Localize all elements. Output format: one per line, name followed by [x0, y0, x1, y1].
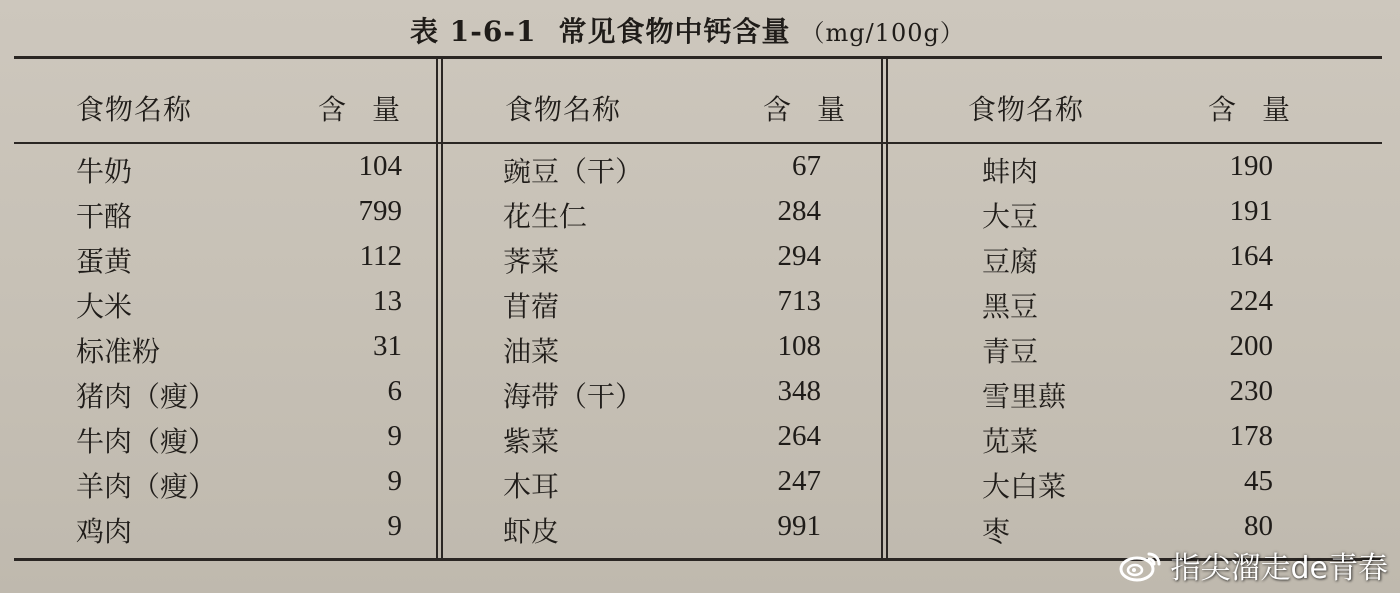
header-food-name: 食物名称 [76, 93, 193, 126]
calcium-value: 247 [777, 465, 821, 497]
calcium-value: 713 [777, 285, 821, 317]
table-row [888, 150, 1382, 195]
calcium-value: 164 [1229, 240, 1273, 272]
calcium-value: 799 [358, 195, 402, 227]
food-name: 鸡肉 [76, 515, 133, 548]
calcium-value: 112 [359, 240, 402, 272]
table-row [888, 330, 1382, 375]
food-name: 荠菜 [503, 245, 560, 278]
calcium-value: 67 [792, 150, 821, 182]
food-name: 干酪 [76, 200, 133, 233]
calcium-value: 31 [373, 330, 402, 362]
calcium-value: 6 [387, 375, 402, 407]
calcium-value: 294 [777, 240, 821, 272]
food-name: 雪里蕻 [982, 380, 1067, 413]
table-row [443, 195, 881, 240]
table-row [443, 510, 881, 555]
food-name: 花生仁 [503, 200, 588, 233]
table-row [14, 285, 436, 330]
table-row [443, 420, 881, 465]
calcium-value: 191 [1229, 195, 1273, 227]
calcium-value: 108 [777, 330, 821, 362]
food-name: 紫菜 [503, 425, 560, 458]
calcium-value: 224 [1229, 285, 1273, 317]
food-name: 苋菜 [982, 425, 1039, 458]
table-row [888, 285, 1382, 330]
table-unit: （mg/100g） [800, 19, 965, 47]
weibo-watermark [1119, 547, 1389, 586]
table-row [443, 285, 881, 330]
food-name: 蛋黄 [76, 245, 133, 278]
table-caption [410, 10, 965, 50]
food-name: 蚌肉 [982, 155, 1039, 188]
food-name: 牛肉（瘦） [76, 425, 217, 458]
calcium-value: 200 [1229, 330, 1273, 362]
table-row [14, 195, 436, 240]
calcium-value: 9 [387, 510, 402, 542]
table-row [14, 465, 436, 510]
table-row [888, 240, 1382, 285]
table-row [14, 420, 436, 465]
header-food-name: 食物名称 [968, 93, 1085, 126]
calcium-value: 348 [777, 375, 821, 407]
food-name: 标准粉 [76, 335, 161, 368]
food-name: 枣 [982, 515, 1011, 548]
table-column-group-2 [443, 58, 881, 558]
table-rows [14, 150, 436, 555]
column-separator [881, 58, 888, 559]
watermark-text: 指尖溜走de青春 [1170, 551, 1388, 586]
food-name: 豆腐 [982, 245, 1039, 278]
weibo-icon [1119, 548, 1163, 582]
calcium-value: 284 [777, 195, 821, 227]
food-name: 大白菜 [982, 470, 1067, 503]
table-row [14, 510, 436, 555]
header-food-name: 食物名称 [505, 93, 622, 126]
calcium-value: 104 [358, 150, 402, 182]
food-name: 海带（干） [503, 380, 644, 413]
calcium-value: 178 [1229, 420, 1273, 452]
food-name: 虾皮 [503, 515, 560, 548]
food-name: 苜蓿 [503, 290, 560, 323]
calcium-value: 13 [373, 285, 402, 317]
calcium-value: 45 [1244, 465, 1273, 497]
table-column-group-1 [14, 58, 436, 558]
table-column-group-3 [888, 58, 1382, 558]
column-separator [436, 58, 443, 559]
food-name: 青豆 [982, 335, 1039, 368]
table-row [443, 240, 881, 285]
table-row [14, 240, 436, 285]
table-row [888, 375, 1382, 420]
table-number: 表 1-6-1 [410, 15, 537, 48]
calcium-value: 9 [387, 465, 402, 497]
food-name: 猪肉（瘦） [76, 380, 217, 413]
food-name: 牛奶 [76, 155, 133, 188]
table-row [443, 465, 881, 510]
table-row [443, 375, 881, 420]
calcium-value: 264 [777, 420, 821, 452]
table-row [888, 195, 1382, 240]
table-row [443, 150, 881, 195]
food-name: 大豆 [982, 200, 1039, 233]
table-row [14, 150, 436, 195]
table-row [888, 420, 1382, 465]
table-row [888, 465, 1382, 510]
food-name: 羊肉（瘦） [76, 470, 217, 503]
header-amount: 含量 [763, 93, 872, 126]
table-rows [443, 150, 881, 555]
calcium-value: 991 [777, 510, 821, 542]
table-title: 常见食物中钙含量 [558, 15, 791, 48]
table-row [443, 330, 881, 375]
calcium-value: 80 [1244, 510, 1273, 542]
food-name: 木耳 [503, 470, 560, 503]
calcium-value: 9 [387, 420, 402, 452]
food-name: 油菜 [503, 335, 560, 368]
food-name: 黑豆 [982, 290, 1039, 323]
calcium-value: 230 [1229, 375, 1273, 407]
food-name: 大米 [76, 290, 133, 323]
food-name: 豌豆（干） [503, 155, 644, 188]
table-rows [888, 150, 1382, 555]
table-row [14, 330, 436, 375]
header-amount: 含量 [1208, 93, 1317, 126]
header-amount: 含量 [318, 93, 427, 126]
calcium-value: 190 [1229, 150, 1273, 182]
table-row [14, 375, 436, 420]
